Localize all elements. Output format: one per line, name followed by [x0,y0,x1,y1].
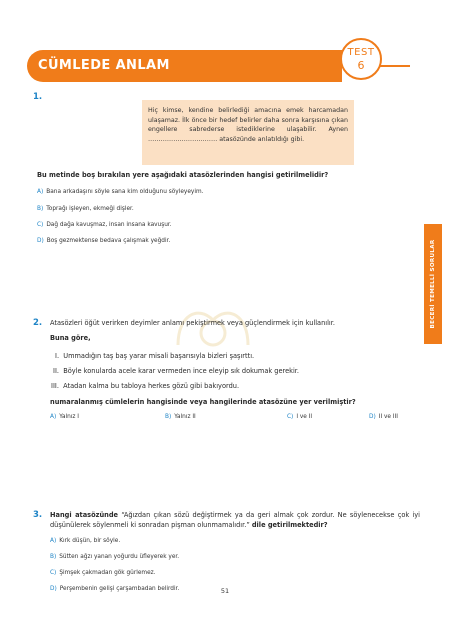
option-text: Yalnız II [174,414,196,420]
option-text: Boş gezmektense bedava çalışmak yeğdir. [46,238,171,244]
option-text: I ve II [296,414,313,420]
option-text: Bana arkadaşını söyle sana kim olduğunu söyleyeyim. [46,189,204,195]
question-1-prompt: Bu metinde boş bırakılan yere aşağıdaki atasözlerinden hangisi getirilmelidir? [37,171,329,179]
option-text: Dağ dağa kavuşmaz, insan insana kavuşur. [46,222,172,228]
question-3-prompt [50,510,420,530]
question-1-quote: Hiç kimse, kendine belirlediği amacına emek harcamadan ulaşamaz. İlk önce bir hedef belirler daha sonra karşısına çıkan engellere sabrederse istediklerine ulaşabilir. Aynen …………………………… atasözünde anlatıldığı gibi. [142,100,354,165]
question-2-item-3 [51,381,411,391]
option-letter: C) [50,570,57,576]
roman-numeral: II. [53,367,59,375]
option-text: Yalnız I [59,414,80,420]
option-letter: A) [37,189,44,195]
question-2-item-1 [55,351,415,361]
question-2-number: 2. [33,318,43,328]
item-text: Ummadığın taş baş yarar misali başarısıyla bizleri şaşırttı. [63,352,255,360]
prompt-lead: Hangi atasözünde [50,511,119,519]
option-text: Perşembenin gelişi çarşambadan belirdir. [59,586,180,592]
q2-option-a[interactable] [50,414,79,420]
question-3-number: 3. [33,510,43,520]
q2-option-d[interactable] [369,414,398,420]
option-text: II ve III [378,414,398,420]
q3-option-d[interactable] [50,586,179,592]
question-1-number: 1. [33,92,43,102]
section-title: CÜMLEDE ANLAM [38,58,170,73]
item-text: Böyle konularda acele karar vermeden ince eleyip sık dokumak gerekir. [63,367,300,375]
option-letter: B) [37,206,44,212]
q2-option-c[interactable] [287,414,312,420]
side-tab-label: BECERİ TEMELLİ SORULAR [430,239,436,329]
page-number: 51 [220,587,230,595]
option-text: Toprağı işleyen, ekmeği dişler. [46,206,134,212]
option-letter: D) [369,414,376,420]
q3-option-a[interactable] [50,538,120,544]
question-2-intro: Atasözleri öğüt verirken deyimler anlamı pekiştirmek veya güçlendirmek için kullanılır. [50,319,335,327]
option-letter: C) [37,222,44,228]
option-text: Kırk düşün, bir söyle. [59,538,121,544]
question-2-lead: Buna göre, [50,334,91,342]
q3-option-c[interactable] [50,570,156,576]
item-text: Atadan kalma bu tabloya herkes gözü gibi bakıyordu. [63,382,240,390]
roman-numeral: I. [55,352,60,360]
q2-option-b[interactable] [165,414,196,420]
roman-numeral: III. [51,382,59,390]
option-letter: A) [50,414,57,420]
option-letter: A) [50,538,57,544]
q1-option-c[interactable] [37,222,172,228]
option-text: Şimşek çakmadan gök gürlemez. [59,570,156,576]
q1-option-b[interactable] [37,206,134,212]
test-label: TEST [347,47,375,58]
option-letter: C) [287,414,294,420]
prompt-quote: “Ağızdan çıkan sözü değiştirmek ya da geri almak çok zordur. Ne söylenecekse çok iyi düşünülerek söylenmeli ki sonradan pişman olunmamalıdır.” [50,511,420,529]
prompt-tail: dile getirilmektedir? [251,521,328,529]
option-text: Sütten ağzı yanan yoğurdu üfleyerek yer. [59,554,180,560]
test-number: 6 [357,59,365,72]
option-letter: D) [50,586,57,592]
q3-option-b[interactable] [50,554,179,560]
option-letter: B) [165,414,172,420]
q1-option-d[interactable] [37,238,170,244]
q1-option-a[interactable] [37,189,203,195]
test-badge [340,38,382,80]
question-2-item-2 [53,366,413,376]
option-letter: D) [37,238,44,244]
option-letter: B) [50,554,57,560]
question-2-prompt: numaralanmış cümlelerin hangisinde veya hangilerinde atasözüne yer verilmiştir? [50,398,356,406]
